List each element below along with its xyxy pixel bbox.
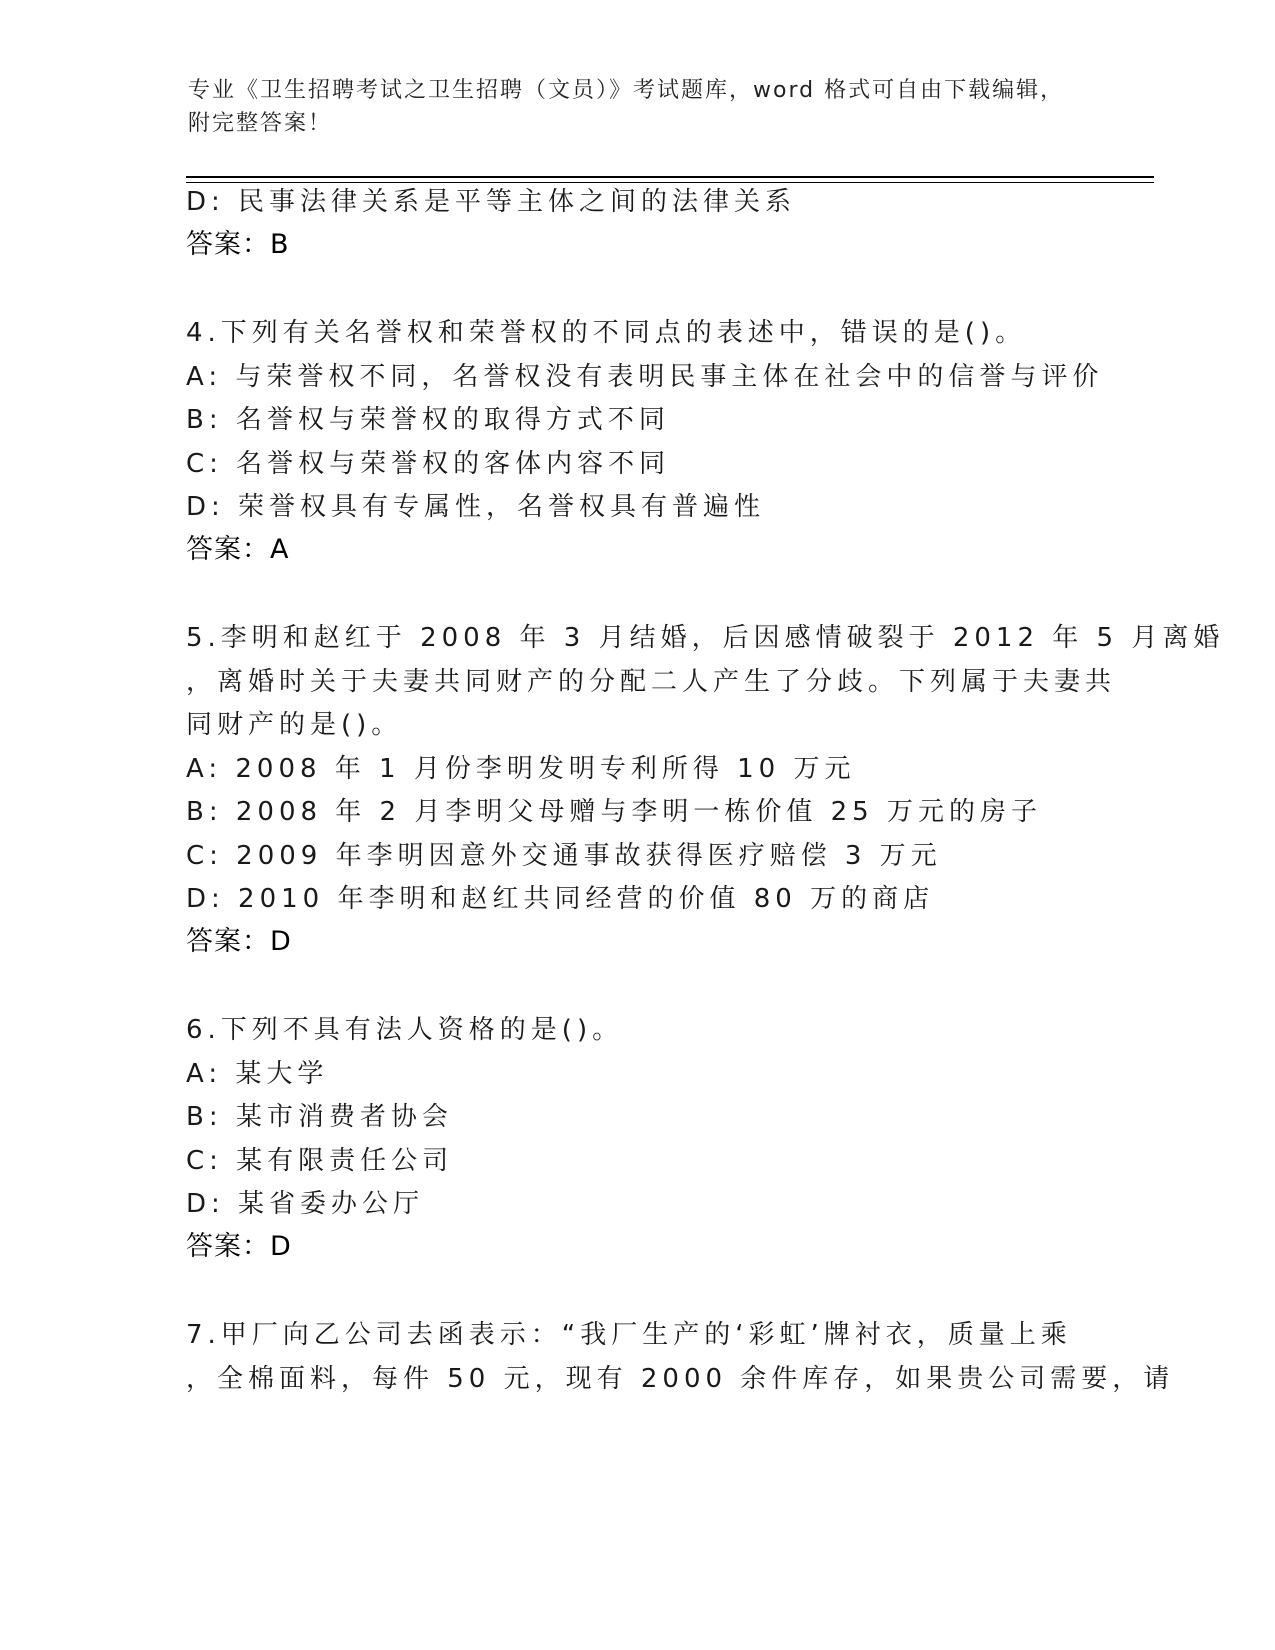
q4-answer: 答案：A [186,534,290,565]
q7-stem-line-1: 7.甲厂向乙公司去函表示：“我厂生产的‘彩虹’牌衬衣，质量上乘 [186,1320,1072,1350]
q5-answer: 答案：D [186,926,292,957]
prev-question-option-d: D: 民事法律关系是平等主体之间的法律关系 [186,187,797,217]
q5-option-b: B: 2008 年 2 月李明父母赠与李明一栋价值 25 万元的房子 [186,797,1042,827]
document-header: 专业《卫生招聘考试之卫生招聘（文员）》考试题库，word 格式可自由下载编辑，附完整答案！ [188,78,1065,136]
q5-option-d: D: 2010 年李明和赵红共同经营的价值 80 万的商店 [186,884,935,914]
header-divider-thick [186,176,1154,178]
q4-option-a: A: 与荣誉权不同，名誉权没有表明民事主体在社会中的信誉与评价 [186,362,1104,392]
q5-stem-line-3: 同财产的是()。 [186,710,403,740]
q7-stem-line-2: ，全棉面料，每件 50 元，现有 2000 余件库存，如果贵公司需要，请 [186,1364,1175,1394]
header-divider-thin [186,182,1154,183]
q6-option-b: B: 某市消费者协会 [186,1102,453,1132]
q5-stem-line-2: ，离婚时关于夫妻共同财产的分配二人产生了分歧。下列属于夫妻共 [186,667,1117,697]
q5-option-a: A: 2008 年 1 月份李明发明专利所得 10 万元 [186,754,856,784]
q4-option-d: D: 荣誉权具有专属性，名誉权具有普遍性 [186,492,766,522]
q6-option-d: D: 某省委办公厅 [186,1189,425,1219]
q6-option-c: C: 某有限责任公司 [186,1146,454,1176]
q6-option-a: A: 某大学 [186,1059,329,1089]
q4-option-c: C: 名誉权与荣誉权的客体内容不同 [186,449,671,479]
q4-option-b: B: 名誉权与荣誉权的取得方式不同 [186,405,670,435]
q5-option-c: C: 2009 年李明因意外交通事故获得医疗赔偿 3 万元 [186,841,942,871]
q6-answer: 答案：D [186,1231,292,1262]
q6-stem: 6.下列不具有法人资格的是()。 [186,1015,624,1045]
prev-question-answer: 答案：B [186,229,290,260]
q4-stem: 4.下列有关名誉权和荣誉权的不同点的表述中，错误的是()。 [186,318,1027,348]
q5-stem-line-1: 5.李明和赵红于 2008 年 3 月结婚，后因感情破裂于 2012 年 5 月离婚 [186,623,1225,653]
